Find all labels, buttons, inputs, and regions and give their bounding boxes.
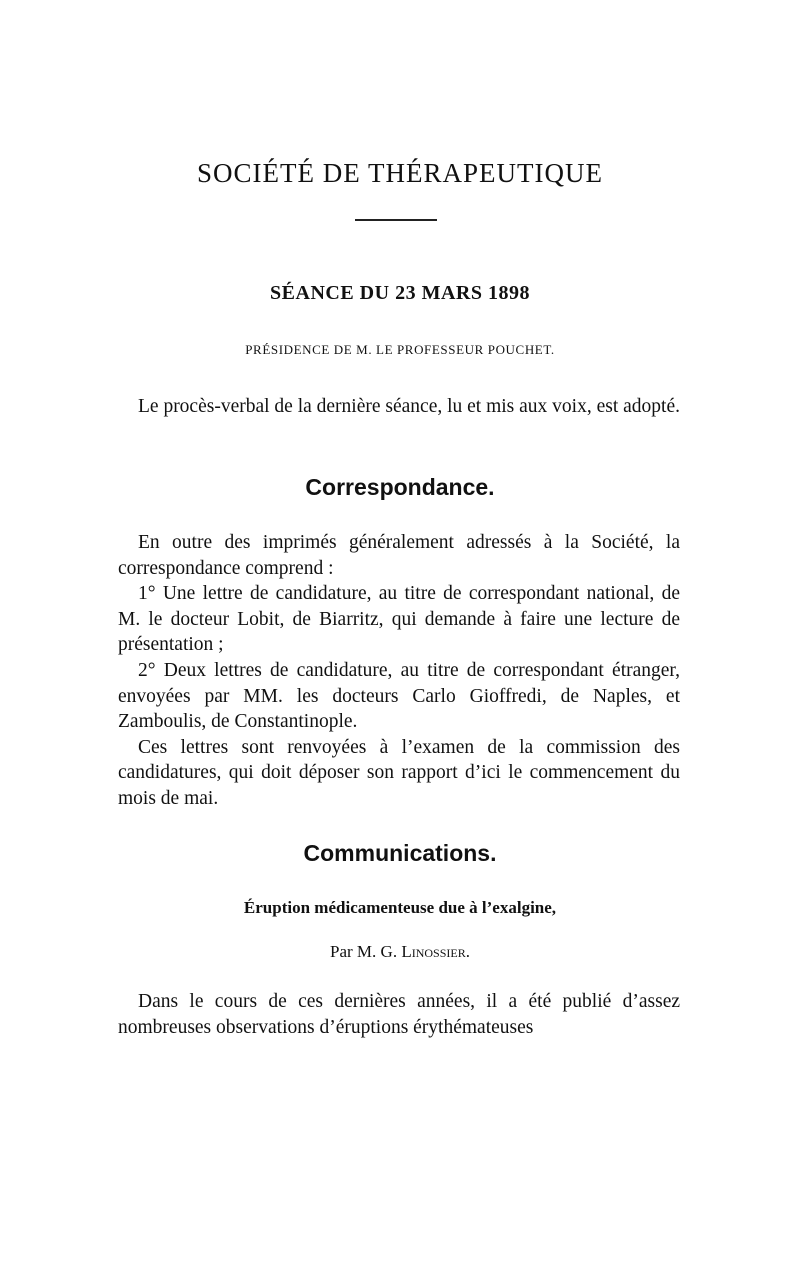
correspondance-paragraph: Ces lettres sont renvoyées à l’examen de la commission des candidatures, qui doit déposer son rapport d’ici le commencement du mois de mai. xyxy=(118,736,680,809)
author-line xyxy=(0,942,800,962)
communication-block xyxy=(118,989,680,1040)
communication-paragraph: Dans le cours de ces dernières années, il a été publié d’assez nombreuses observations d’éruptions érythémateuses xyxy=(118,991,680,1038)
intro-paragraph: Le procès-verbal de la dernière séance, lu et mis aux voix, est adopté. xyxy=(138,396,680,417)
correspondance-paragraph: En outre des imprimés généralement adressés à la Société, la correspondance comprend : xyxy=(118,532,680,579)
correspondance-item-1: 1° Une lettre de candidature, au titre de correspondant national, de M. le docteur Lobit, de Biarritz, qui demande à faire une lecture de présentation ; xyxy=(118,583,680,656)
author-name: Linossier. xyxy=(401,942,470,961)
article-title: Éruption médicamenteuse due à l’exalgine, xyxy=(243,898,557,917)
presidence-line: PRÉSIDENCE DE M. LE PROFESSEUR POUCHET. xyxy=(245,342,555,357)
section-heading-communications: Communications. xyxy=(303,840,497,866)
title-divider xyxy=(355,219,437,221)
seance-date: SÉANCE DU 23 MARS 1898 xyxy=(270,282,530,304)
society-title: SOCIÉTÉ DE THÉRAPEUTIQUE xyxy=(197,158,603,188)
intro-block xyxy=(118,394,680,420)
section-heading-correspondance: Correspondance. xyxy=(305,474,495,500)
correspondance-block xyxy=(118,530,680,812)
correspondance-item-2: 2° Deux lettres de candidature, au titre de correspondant étranger, envoyées par MM. les docteurs Carlo Gioffredi, de Naples, et Zamboulis, de Constantinople. xyxy=(118,659,680,733)
author-prefix: Par M. G. xyxy=(330,942,402,961)
